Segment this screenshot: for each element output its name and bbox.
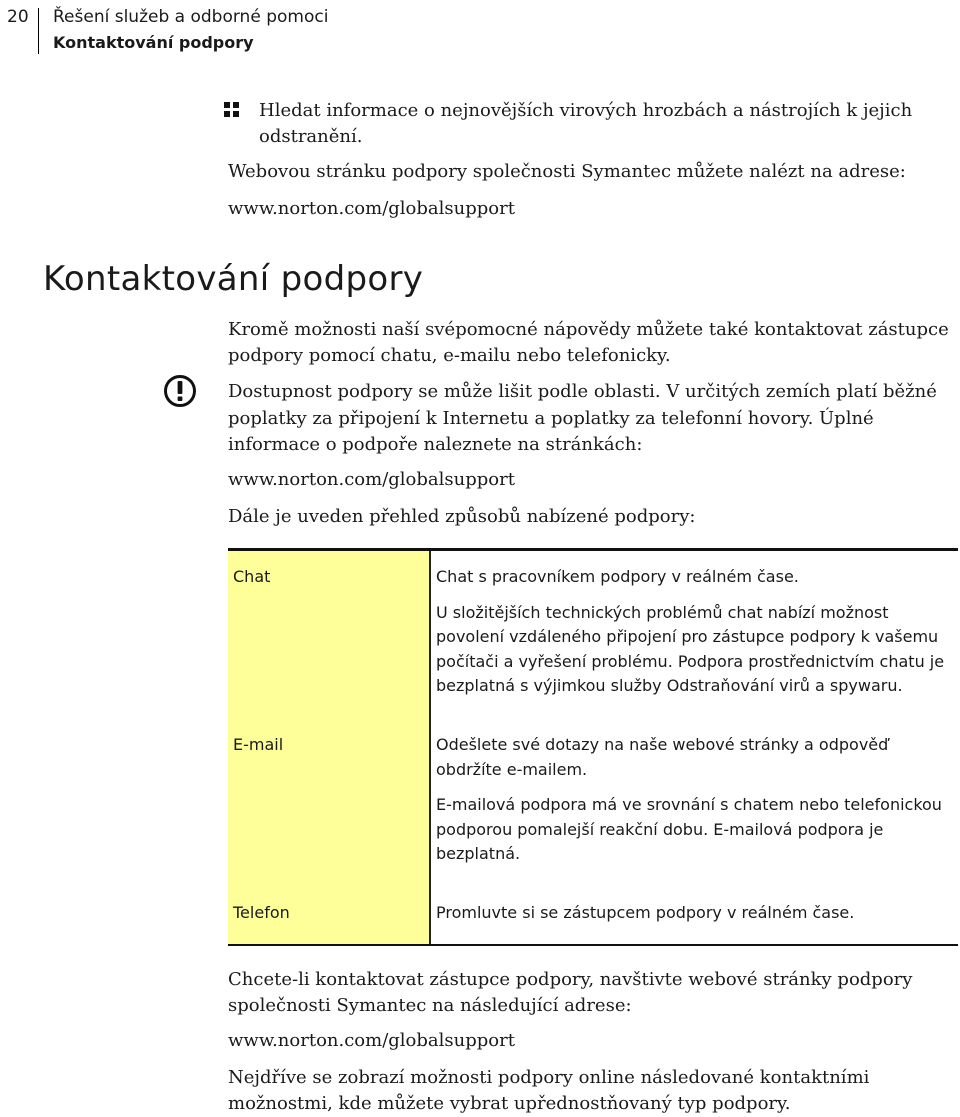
row-content-chat [436, 565, 956, 699]
overview-sentence: Dále je uveden přehled způsobů nabízené podpory: [228, 506, 696, 527]
phone-paragraph-1: Promluvte si se zástupcem podpory v reálném čase. [436, 903, 855, 922]
support-url[interactable]: www.norton.com/globalsupport [228, 198, 515, 219]
chapter-title: Řešení služeb a odborné pomoci [53, 7, 329, 27]
email-paragraph-2: E-mailová podpora má ve srovnání s chatem nebo telefonickou podporou pomalejší reakční dobu. E-mailová podpora je bezplatná. [436, 795, 942, 863]
row-label-phone: Telefon [233, 903, 290, 922]
table-bottom-rule [228, 944, 958, 946]
row-content-phone [436, 901, 956, 926]
header-divider [38, 8, 39, 54]
warning-url[interactable]: www.norton.com/globalsupport [228, 469, 515, 490]
header-titles [53, 4, 328, 56]
last-paragraph: Nejdříve se zobrazí možnosti podpory online následované kontaktními možnostmi, kde můžete vybrat upřednostňovaný typ podpory. [228, 1067, 870, 1114]
chat-paragraph-1: Chat s pracovníkem podpory v reálném čase. [436, 567, 799, 586]
row-label-chat: Chat [233, 567, 271, 586]
footer-url[interactable]: www.norton.com/globalsupport [228, 1030, 515, 1051]
chat-paragraph-2: U složitějších technických problémů chat nabízí možnost povolení vzdáleného připojení pro zástupce podpory k vašemu počítači a vyřešení problému. Podpora prostřednictvím chatu je bezplatná s výjimkou služby Odstraňování virů a spywaru. [436, 602, 945, 695]
warning-paragraph: Dostupnost podpory se může lišit podle oblasti. V určitých zemích platí běžné poplatky za připojení k Internetu a poplatky za telefonní hovory. Úplné informace o podpoře naleznete na stránkách: [228, 381, 937, 455]
section-title: Kontaktování podpory [53, 33, 254, 52]
row-label-email: E-mail [233, 735, 284, 754]
contact-paragraph: Chcete-li kontaktovat zástupce podpory, navštivte webové stránky podpory společnosti Symantec na následující adrese: [228, 969, 913, 1016]
bullet-item: Hledat informace o nejnovějších virových hrozbách a nástrojích k jejich odstranění. [259, 100, 913, 147]
running-header [0, 0, 400, 56]
website-sentence: Webovou stránku podpory společnosti Symantec můžete nalézt na adrese: [228, 161, 906, 182]
table-column-divider [429, 551, 431, 944]
intro-paragraph: Kromě možnosti naší svépomocné nápovědy můžete také kontaktovat zástupce podpory pomocí chatu, e-mailu nebo telefonicky. [228, 319, 949, 366]
bullet-icon [224, 102, 240, 118]
email-paragraph-1: Odešlete své dotazy na naše webové stránky a odpověď obdržíte e-mailem. [436, 735, 889, 779]
section-heading: Kontaktování podpory [43, 259, 424, 299]
row-content-email [436, 733, 956, 867]
warning-icon [163, 374, 197, 408]
page-number: 20 [7, 7, 29, 27]
support-options-table [228, 548, 958, 946]
